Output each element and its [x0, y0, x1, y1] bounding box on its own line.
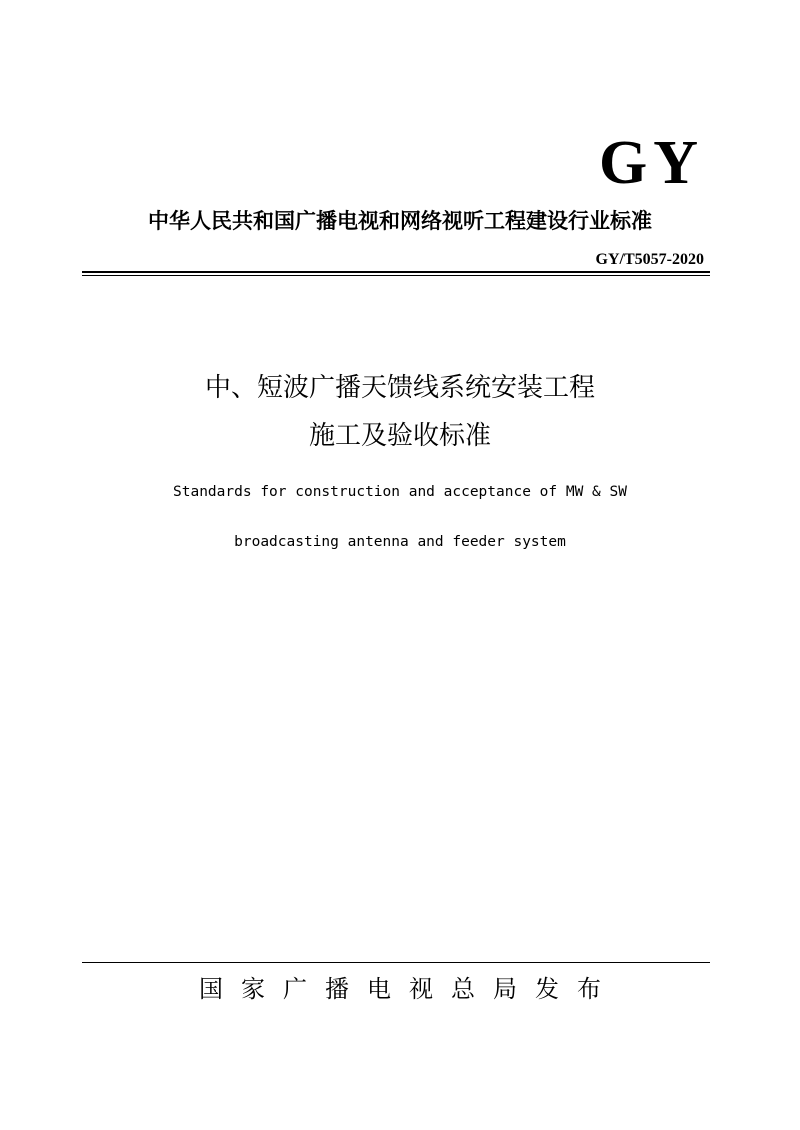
footer-divider: [82, 962, 710, 963]
english-title-line-2: broadcasting antenna and feeder system: [234, 534, 566, 550]
issuer-title: 中华人民共和国广播电视和网络视听工程建设行业标准: [148, 209, 652, 233]
standard-number: GY/T5057-2020: [595, 251, 704, 268]
header-divider: [82, 271, 710, 277]
publisher: 国家广播电视总局发布: [199, 975, 619, 1003]
gy-logo: GY: [599, 129, 704, 197]
header-divider-thin: [82, 275, 710, 276]
header-divider-thick: [82, 271, 710, 273]
english-title-line-1: Standards for construction and acceptance of MW & SW: [173, 484, 627, 500]
chinese-title-line-2: 施工及验收标准: [308, 421, 491, 451]
chinese-title-line-1: 中、短波广播天馈线系统安装工程: [204, 373, 595, 403]
